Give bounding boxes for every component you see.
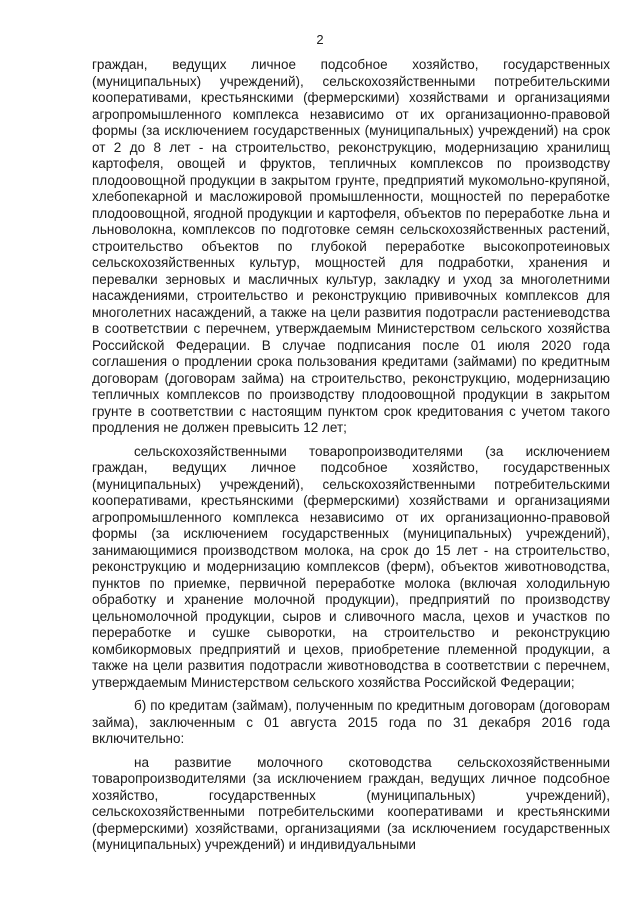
document-body xyxy=(92,57,610,861)
page-number: 2 xyxy=(316,32,324,47)
paragraph-item-b: б) по кредитам (займам), полученным по кредитным договорам (договорам займа), заключенным с 01 августа 2015 года по 31 декабря 2016 года включительно: xyxy=(92,698,610,746)
paragraph-dairy-development: на развитие молочного скотоводства сельскохозяйственными товаропроизводителями (за исключением граждан, ведущих личное подсобное хозяйство, государственных (муниципальных) учреждений), сельскохозяйственными потребительскими кооперативами и крестьянскими (фермерскими) хозяйствами, организациями (за исключением государственных (муниципальных) учреждений) и индивидуальными xyxy=(92,754,610,852)
paragraph-dairy-producers: сельскохозяйственными товаропроизводителями (за исключением граждан, ведущих личное подсобное хозяйство, государственных (муниципальных) учреждений), сельскохозяйственными потребительскими кооперативами, крестьянскими (фермерскими) хозяйствами и организациями агропромышленного комплекса независимо от их организационно-правовой формы (за исключением государственных (муниципальных) учреждений), занимающимися производством молока, на срок до 15 лет - на строительство, реконструкцию и модернизацию комплексов (ферм), объектов животноводства, пунктов по приемке, первичной переработке молока (включая холодильную обработку и хранение молочной продукции), предприятий по производству цельномолочной продукции, сыров и сливочного масла, цехов и участков по переработке и сушке сыворотки, на строительство и реконструкцию комбикормовых предприятий и цехов, приобретение племенной продукции, а также на цели развития подотрасли животноводства в соответствии с перечнем, утверждаемым Министерством сельского хозяйства Российской Федерации; xyxy=(92,443,610,690)
paragraph-continuation: граждан, ведущих личное подсобное хозяйство, государственных (муниципальных) учреждений), сельскохозяйственными потребительскими кооперативами, крестьянскими (фермерскими) хозяйствами и организациями агропромышленного комплекса независимо от их организационно-правовой формы (за исключением государственных (муниципальных) учреждений) на срок от 2 до 8 лет - на строительство, реконструкцию, модернизацию хранилищ картофеля, овощей и фруктов, тепличных комплексов по производству плодоовощной продукции в закрытом грунте, предприятий мукомольно-крупяной, хлебопекарной и масложировой промышленности, мощностей по переработке плодоовощной, ягодной продукции и картофеля, объектов по переработке льна и льноволокна, комплексов по подготовке семян сельскохозяйственных растений, строительство объектов по глубокой переработке высокопротеиновых сельскохозяйственных культур, мощностей для подработки, хранения и перевалки зерновых и масличных культур, закладку и уход за многолетними насаждениями, строительство и реконструкцию прививочных комплексов для многолетних насаждений, а также на цели развития подотрасли растениеводства в соответствии с перечнем, утверждаемым Министерством сельского хозяйства Российской Федерации. В случае подписания после 01 июля 2020 года соглашения о продлении срока пользования кредитами (займами) по кредитным договорам (договорам займа) на строительство, реконструкцию, модернизацию тепличных комплексов по производству плодоовощной продукции в закрытом грунте в соответствии с настоящим пунктом срок кредитования с учетом такого продления не должен превысить 12 лет; xyxy=(92,57,610,435)
